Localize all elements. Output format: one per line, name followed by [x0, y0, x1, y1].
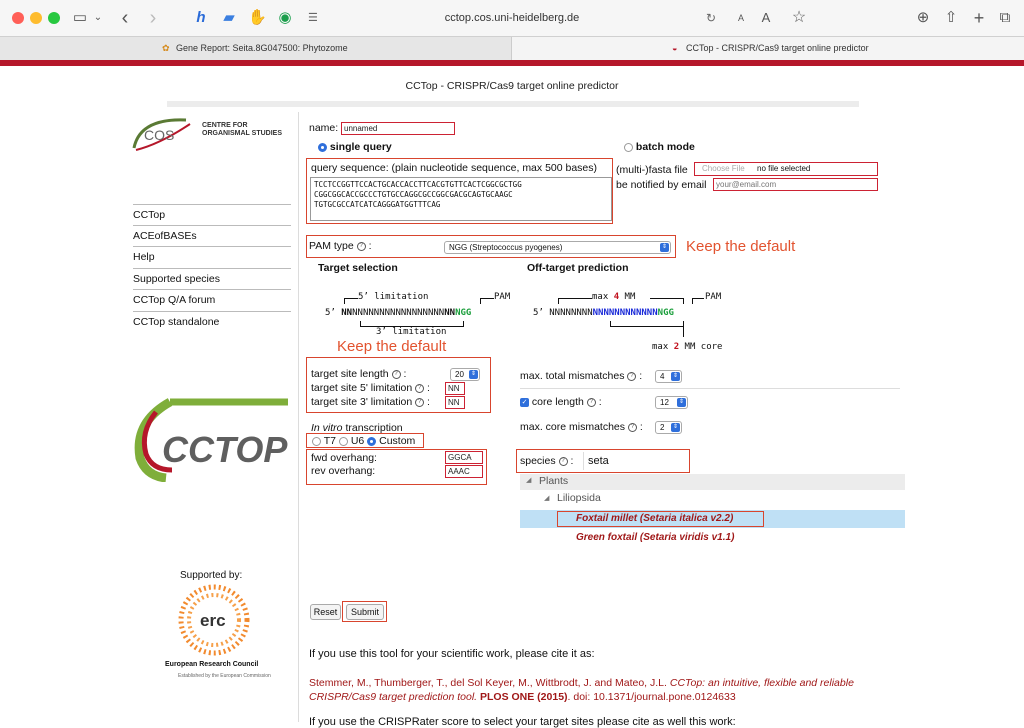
tab-label: CCTop - CRISPR/Cas9 target online predictor: [686, 43, 869, 53]
help-icon[interactable]: ?: [357, 242, 366, 251]
browser-toolbar: [0, 0, 1024, 36]
offtarget-divider: [520, 388, 900, 389]
max-prefix: max: [592, 292, 609, 302]
core-num: 2: [673, 342, 680, 352]
help-icon[interactable]: ?: [587, 398, 596, 407]
page-settings-icon[interactable]: ☰: [308, 12, 318, 24]
downloads-icon[interactable]: ⊕: [916, 9, 930, 26]
chevron-updown-icon: ⇕: [672, 373, 679, 379]
pam-select[interactable]: [444, 241, 671, 254]
help-icon[interactable]: ?: [415, 384, 424, 393]
custom-label: Custom: [379, 435, 416, 447]
max-total-label: max. total mismatches ? :: [520, 370, 643, 382]
offtarget-prediction-heading: Off-target prediction: [527, 262, 629, 274]
bracket-5prime: [344, 298, 358, 304]
bracket-max-right: [650, 298, 684, 304]
window-zoom-button[interactable]: [48, 12, 60, 24]
max-mm-label: [592, 292, 635, 302]
bookmark-star-icon[interactable]: ☆: [791, 9, 807, 26]
cos-logo: [130, 114, 194, 154]
help-icon[interactable]: ?: [628, 423, 637, 432]
target-site-length-value: 20: [455, 370, 464, 379]
cctop-logo: [132, 398, 292, 482]
sidebar-item-help[interactable]: Help: [133, 246, 291, 267]
tree-kingdom-label: Plants: [539, 475, 569, 487]
phytozome-favicon-icon: ✿: [162, 43, 170, 53]
target-site-length-label: target site length ? :: [311, 368, 407, 380]
expand-triangle-icon[interactable]: ◢: [544, 495, 550, 502]
seq-mid: NNNNNNNNNNNNNNNNN: [352, 308, 445, 318]
annotation-keep-default-pam: Keep the default: [686, 238, 796, 255]
address-text: cctop.cos.uni-heidelberg.de: [444, 12, 580, 24]
target-5-label: target site 5' limitation ? :: [311, 382, 430, 394]
max-total-value: 4: [660, 372, 665, 381]
chevron-down-icon[interactable]: ⌄: [93, 12, 103, 23]
help-icon[interactable]: ?: [627, 372, 636, 381]
svg-text:COS: COS: [144, 127, 175, 143]
invitro-rest: transcription: [345, 422, 403, 434]
fasta-label: (multi-)fasta file: [616, 164, 688, 176]
invitro-options: [312, 435, 415, 447]
bracket-pam: [480, 298, 494, 304]
sidebar-item-aceofbases[interactable]: ACEofBASEs: [133, 225, 291, 246]
target-3-label: target site 3' limitation ? :: [311, 396, 430, 408]
svg-text:CCTOP: CCTOP: [162, 429, 288, 470]
bracket-pam-off: [692, 298, 704, 304]
help-icon[interactable]: ?: [415, 398, 424, 407]
target-3-input[interactable]: NN: [445, 396, 465, 409]
annotation-keep-default-target: Keep the default: [337, 338, 447, 355]
email-input[interactable]: [713, 178, 878, 191]
five-prime: 5’: [533, 308, 544, 318]
pam-label-off: PAM: [705, 292, 722, 302]
max-core-select[interactable]: [655, 421, 682, 434]
target-site-length-select[interactable]: [450, 368, 480, 381]
folder-icon[interactable]: ▰: [223, 9, 235, 26]
tree-class-label: Liliopsida: [557, 492, 601, 504]
text-larger-icon[interactable]: A: [761, 10, 771, 25]
tab-bar: [0, 36, 1024, 60]
expand-triangle-icon[interactable]: ◢: [526, 477, 532, 484]
extension-h-icon[interactable]: h: [196, 9, 206, 26]
name-input[interactable]: unnamed: [341, 122, 455, 135]
max-total-text: max. total mismatches: [520, 370, 625, 382]
pam-label-diagram: PAM: [494, 292, 511, 302]
seq-end: NN: [444, 308, 456, 318]
custom-radio[interactable]: [367, 437, 376, 446]
target-site-length-text: target site length: [311, 368, 389, 380]
citation-doi[interactable]: . doi: 10.1371/journal.pone.0124633: [567, 691, 736, 703]
max-core-label: max. core mismatches ? :: [520, 421, 643, 433]
target-3-text: target site 3' limitation: [311, 396, 413, 408]
help-icon[interactable]: ?: [392, 370, 401, 379]
species-text: species: [520, 455, 556, 467]
supported-by-label: Supported by:: [180, 570, 243, 581]
sidebar-item-qa-forum[interactable]: CCTop Q/A forum: [133, 289, 291, 310]
citation-journal: PLOS ONE (2015): [480, 691, 568, 703]
brand-bar: [0, 60, 1024, 66]
email-label: be notified by email: [616, 179, 707, 191]
five-limit-label: 5’ limitation: [358, 292, 429, 302]
five-prime: 5’: [325, 308, 336, 318]
erc-subtitle: Established by the European Commission: [178, 673, 271, 679]
share-icon[interactable]: ⇧: [944, 9, 958, 26]
refresh-extension-icon[interactable]: ◉: [278, 9, 292, 26]
query-textarea[interactable]: [310, 177, 612, 221]
bracket-core: [610, 321, 684, 327]
target-5-text: target site 5' limitation: [311, 382, 413, 394]
text-smaller-icon[interactable]: A: [737, 13, 744, 23]
svg-text:erc: erc: [200, 611, 226, 630]
core-prefix: max: [652, 342, 669, 352]
help-icon[interactable]: ?: [559, 457, 568, 466]
tab-overview-icon[interactable]: ⧉: [999, 9, 1011, 26]
citation-intro: If you use this tool for your scientific work, please cite it as:: [309, 648, 595, 660]
window-close-button[interactable]: [12, 12, 24, 24]
t7-label: T7: [323, 435, 336, 447]
tab-phytozome[interactable]: [0, 37, 512, 60]
rev-overhang-input[interactable]: AAAC: [445, 465, 483, 478]
file-status: no file selected: [757, 164, 811, 173]
pam-select-value: NGG (Streptococcus pyogenes): [449, 243, 563, 252]
crisprater-citation-line: If you use the CRISPRater score to select your target sites please cite as well this work:: [309, 716, 736, 728]
max-num: 4: [613, 292, 620, 302]
sidebar-item-cctop[interactable]: CCTop: [133, 204, 291, 225]
address-bar[interactable]: [300, 6, 724, 30]
core-suffix: MM core: [684, 342, 723, 352]
page-title: CCTop - CRISPR/Cas9 target online predictor: [405, 80, 619, 92]
batch-mode-radio[interactable]: [624, 143, 633, 152]
tab-label: Gene Report: Seita.8G047500: Phytozome: [176, 43, 348, 53]
target-selection-diagram: [320, 292, 520, 340]
species-input[interactable]: seta: [583, 452, 687, 470]
erc-name: European Research Council: [165, 661, 259, 668]
sidebar-item-standalone[interactable]: CCTop standalone: [133, 311, 291, 332]
new-tab-icon[interactable]: +: [973, 8, 985, 28]
core-length-text: core length: [531, 396, 584, 408]
forward-icon[interactable]: ›: [149, 7, 157, 29]
tab-cctop[interactable]: [512, 37, 1024, 60]
chevron-updown-icon: ⇕: [672, 424, 679, 430]
sidebar-toggle-icon[interactable]: ▭: [72, 9, 88, 26]
species-label: species ? :: [520, 455, 574, 467]
reset-button[interactable]: Reset: [310, 604, 341, 620]
chevron-updown-icon: ⇕: [470, 371, 477, 377]
core-length-label: ✓ core length ? :: [521, 396, 602, 408]
batch-mode-option[interactable]: [624, 141, 695, 153]
fwd-overhang-label: fwd overhang:: [311, 452, 377, 464]
max-core-text: max. core mismatches: [520, 421, 626, 433]
fwd-overhang-input[interactable]: GGCA: [445, 451, 483, 464]
tree-row-liliopsida[interactable]: [520, 491, 905, 507]
citation-text: [309, 676, 909, 704]
window-minimize-button[interactable]: [30, 12, 42, 24]
single-query-label: single query: [329, 141, 392, 153]
batch-mode-label: batch mode: [635, 141, 695, 153]
citation-authors: Stemmer, M., Thumberger, T., del Sol Keyer, M., Wittbrodt, J. and Mateo, J.L.: [309, 677, 667, 689]
single-query-option[interactable]: [318, 141, 392, 153]
species-green-foxtail[interactable]: Green foxtail (Setaria viridis v1.1): [576, 532, 735, 543]
core-length-select[interactable]: [655, 396, 688, 409]
submit-button[interactable]: Submit: [346, 604, 384, 620]
chevron-updown-icon: ⇕: [661, 244, 668, 250]
tree-row-plants[interactable]: [520, 474, 905, 490]
pam-label-text: PAM type: [309, 240, 354, 252]
invitro-italic: In vitro: [311, 422, 343, 434]
core-length-checkbox[interactable]: ✓: [521, 398, 528, 406]
species-foxtail-millet: Foxtail millet (Setaria italica v2.2): [576, 513, 734, 524]
seq-pam: NGG: [455, 308, 472, 318]
citation-title: CCTop: an intuitive, flexible and reliable CRISPR/Cas9 target prediction tool.: [309, 677, 854, 703]
max-total-select[interactable]: [655, 370, 682, 383]
erc-logo: [178, 584, 250, 656]
pam-label: PAM type ? :: [309, 240, 372, 252]
cos-logo-text-1: CENTRE FOR: [202, 122, 248, 129]
target-selection-heading: Target selection: [318, 262, 398, 274]
cctop-favicon-icon: ◒: [672, 43, 678, 53]
offtarget-sequence: [533, 308, 674, 318]
seq-lead: NN: [341, 308, 353, 318]
back-icon[interactable]: ‹: [121, 7, 129, 29]
rev-overhang-label: rev overhang:: [311, 465, 376, 477]
u6-radio[interactable]: [339, 437, 348, 446]
u6-label: U6: [350, 435, 365, 447]
offtarget-diagram: [530, 292, 750, 354]
off-pam: NGG: [657, 308, 674, 318]
t7-radio[interactable]: [312, 437, 321, 446]
query-line: TCCTCCGGTTCCACTGCACCACCTTCACGTGTTCACTCGGCGCTGG: [314, 180, 522, 189]
query-line: CGGCGGCACCGCCCTGTGCCAGGCGCCGGCGACGCAGTGCAAGC: [314, 190, 513, 199]
choose-file-button[interactable]: Choose File: [702, 164, 745, 173]
foxtail-millet-highlight: [557, 511, 764, 527]
single-query-radio[interactable]: [318, 143, 327, 152]
three-limit-label: 3’ limitation: [376, 327, 447, 337]
cos-logo-text-2: ORGANISMAL STUDIES: [202, 130, 282, 137]
query-line: TGTGCGCCATCATCAGGGATGGTTTCAG: [314, 200, 441, 209]
title-divider: [167, 101, 859, 107]
max-suffix: MM: [624, 292, 636, 302]
off-core: NNNNNNNNNNNN: [592, 308, 658, 318]
core-tick: [683, 327, 684, 337]
reload-icon[interactable]: ↻: [705, 11, 716, 25]
bracket-max-left: [558, 298, 592, 304]
fasta-file-input[interactable]: [694, 162, 878, 176]
hand-extension-icon[interactable]: ✋: [248, 9, 267, 26]
name-label: name:: [309, 122, 339, 134]
max-core-value: 2: [660, 423, 665, 432]
target-5-input[interactable]: NN: [445, 382, 465, 395]
target-sequence: [325, 308, 471, 318]
sidebar-divider: [298, 112, 299, 722]
chevron-updown-icon: ⇕: [678, 399, 685, 405]
core-length-value: 12: [660, 398, 669, 407]
core-mm-label: [652, 342, 722, 352]
query-label: query sequence: (plain nucleotide sequence, max 500 bases): [311, 162, 598, 174]
off-lead: NNNNNNNN: [549, 308, 593, 318]
sidebar-item-supported-species[interactable]: Supported species: [133, 268, 291, 289]
